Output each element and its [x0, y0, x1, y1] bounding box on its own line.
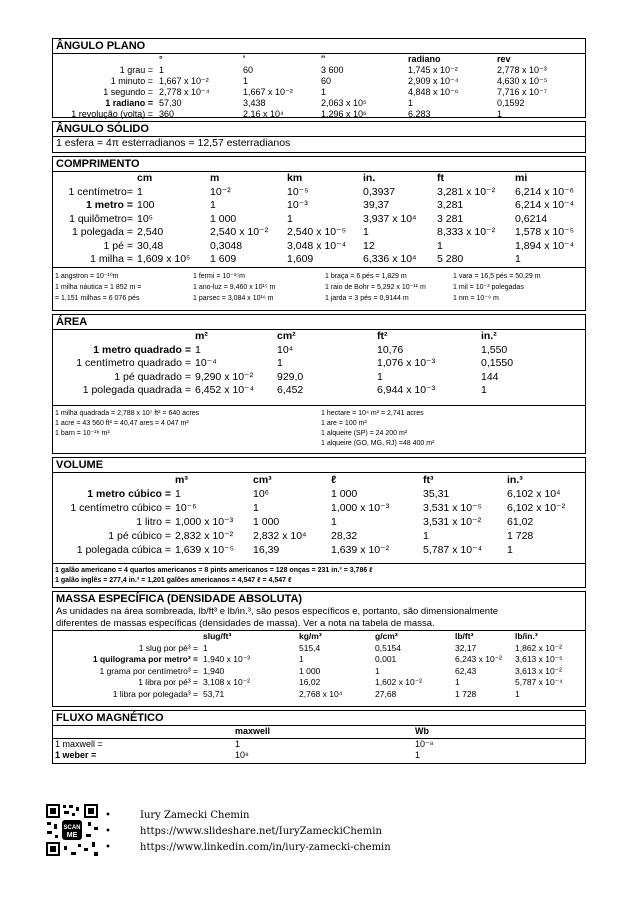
- table-cell: 0,001: [375, 654, 397, 664]
- row-label: 1 maxwell =: [55, 738, 103, 749]
- table-area: [53, 330, 585, 405]
- table-cell: 3,048 x 10⁻⁴: [287, 239, 347, 252]
- table-cell: 60: [243, 65, 254, 75]
- table-cell: 1 609: [210, 253, 237, 265]
- table-cell: 57,30: [159, 98, 182, 108]
- note-text: 1 braça = 6 pés = 1,829 m: [325, 273, 407, 280]
- table-row: [53, 109, 585, 120]
- table-cell: 1: [287, 212, 293, 225]
- row-label: 1 centímetro=: [68, 185, 133, 198]
- table-fluxo-magnetico: [53, 726, 585, 762]
- table-row: [53, 213, 585, 227]
- table-cell: 6,214 x 10⁻⁶: [515, 185, 574, 198]
- qr-label-top: SCAN: [63, 825, 81, 831]
- table-cell: 1: [277, 357, 283, 369]
- table-cell: 0,5154: [375, 642, 401, 653]
- table-cell: 16,02: [299, 677, 321, 687]
- table-cell: 27,68: [375, 688, 397, 699]
- table-row: [53, 253, 585, 267]
- column-header: m²: [195, 330, 208, 342]
- column-header: Wb: [415, 726, 429, 736]
- section-title: FLUXO MAGNÉTICO: [53, 711, 585, 726]
- table-cell: 7,716 x 10⁻⁷: [497, 87, 548, 97]
- table-cell: 1,609: [287, 253, 314, 265]
- note-text: 1 alqueire (GO, MG, RJ) =48 400 m²: [321, 440, 435, 447]
- table-cell: 1,550: [481, 343, 508, 356]
- table-cell: 1,862 x 10⁻²: [515, 642, 563, 653]
- column-header: m: [210, 172, 220, 184]
- row-label: 1 polegada quadrada =: [82, 384, 191, 396]
- table-cell: 8,333 x 10⁻²: [437, 226, 496, 238]
- column-header: cm: [137, 172, 153, 184]
- table-cell: 1 000: [253, 516, 280, 528]
- column-header: radiano: [408, 54, 441, 64]
- table-row: [53, 750, 585, 762]
- intro-line: diferentes de massas específicas (densidades de massa). Ver a nota na tabela de massa.: [53, 618, 585, 631]
- note-text: 1 are = 100 m²: [321, 420, 367, 427]
- note-text: 1 barn = 10⁻²⁸ m²: [55, 430, 110, 437]
- table-cell: 100: [137, 199, 155, 211]
- section-volume: [52, 457, 586, 588]
- column-header: ft³: [423, 474, 434, 486]
- table-cell: 2,540 x 10⁻²: [210, 226, 269, 238]
- column-header: kg/m³: [299, 631, 322, 641]
- note-text: 1 fermi = 10⁻¹⁵m: [193, 273, 245, 280]
- section-title: COMPRIMENTO: [53, 157, 585, 172]
- table-cell: 3 600: [321, 65, 344, 75]
- table-cell: 6,283: [408, 109, 431, 119]
- section-title: VOLUME: [53, 458, 585, 473]
- table-cell: 2,832 x 10⁻²: [175, 530, 234, 542]
- table-cell: 1: [408, 98, 414, 108]
- row-label: 1 grau =: [119, 65, 153, 75]
- table-cell: 6,452: [277, 384, 304, 396]
- row-label: 1 centímetro cúbico =: [70, 502, 171, 514]
- table-cell: 3,281 x 10⁻²: [437, 185, 496, 198]
- table-cell: 6,336 x 10⁴: [363, 253, 417, 265]
- table-cell: 35,31: [423, 488, 450, 500]
- table-cell: 1: [203, 642, 208, 653]
- table-cell: 515,4: [299, 642, 321, 653]
- row-label: 1 metro cúbico =: [87, 488, 171, 500]
- table-row: [53, 371, 585, 385]
- table-cell: 1: [437, 239, 443, 252]
- table-row: [53, 739, 585, 751]
- row-label: 1 quilograma por metro³ =: [92, 654, 198, 664]
- table-cell: 6,243 x 10⁻²: [455, 654, 503, 664]
- table-cell: 1: [515, 688, 520, 699]
- table-cell: 0,1550: [481, 357, 514, 369]
- table-comprimento: [53, 172, 585, 267]
- section-angulo-solido: [52, 121, 586, 153]
- table-row: [53, 515, 585, 529]
- row-label: 1 polegada cúbica =: [76, 544, 171, 556]
- table-cell: 1: [423, 530, 429, 542]
- table-row: [53, 98, 585, 109]
- table-cell: 1: [195, 343, 201, 356]
- column-header: ft: [437, 172, 444, 184]
- column-header: g/cm³: [375, 631, 398, 641]
- section-fluxo-magnetico: [52, 710, 586, 764]
- table-cell: 6,214 x 10⁻⁴: [515, 199, 575, 211]
- note-text: 1 milha náutica = 1 852 m =: [55, 284, 142, 291]
- angulo-solido-line: 1 esfera = 4π esterradianos = 12,57 esterradianos: [56, 137, 291, 149]
- table-cell: 5 280: [437, 253, 464, 265]
- table-cell: 6,102 x 10⁻²: [507, 502, 566, 514]
- table-row: [53, 529, 585, 543]
- row-label: 1 grama por centímetro³ =: [99, 665, 198, 676]
- table-cell: 2,540: [137, 226, 164, 238]
- section-comprimento: [52, 156, 586, 311]
- table-cell: 1,076 x 10⁻³: [377, 357, 436, 369]
- table-cell: 1,296 x 10⁶: [321, 109, 367, 119]
- table-row: [53, 240, 585, 254]
- table-cell: 1,745 x 10⁻²: [408, 65, 458, 75]
- note-text: 1 mil = 10⁻³ polegadas: [453, 284, 524, 291]
- table-cell: 1: [455, 677, 460, 687]
- table-cell: 929,0: [277, 370, 304, 383]
- row-label: 1 minuto =: [110, 76, 153, 86]
- column-header-row: [53, 726, 585, 739]
- table-row: [53, 344, 585, 358]
- note-text: = 1,151 milhas = 6 076 pés: [55, 295, 140, 302]
- table-cell: 1,000 x 10⁻³: [331, 502, 390, 514]
- table-cell: 1,602 x 10⁻²: [375, 677, 423, 687]
- row-label: 1 pé cúbico =: [108, 530, 171, 542]
- row-label: 1 metro quadrado =: [93, 343, 191, 356]
- table-cell: 3,281: [437, 199, 464, 211]
- footer-linkedin-link[interactable]: • https://www.linkedin.com/in/iury-zamecki-chemin: [105, 842, 391, 853]
- table-massa-especifica: [53, 631, 585, 700]
- column-header: rev: [497, 54, 511, 64]
- table-cell: 62,43: [455, 665, 477, 676]
- table-cell: 1: [253, 502, 259, 514]
- table-cell: 3,108 x 10⁻²: [203, 677, 251, 687]
- column-header-row: [53, 330, 585, 344]
- column-header: °: [159, 54, 163, 64]
- row-label: 1 revolução (volta) =: [71, 109, 153, 119]
- table-cell: 2,16 x 10⁴: [243, 109, 284, 119]
- table-row: [53, 501, 585, 515]
- table-cell: 1: [375, 665, 380, 676]
- table-cell: 3,613 x 10⁻²: [515, 665, 563, 676]
- row-label: 1 milha =: [90, 253, 133, 265]
- table-cell: 2,832 x 10⁴: [253, 530, 307, 542]
- table-cell: 2,778 x 10⁻³: [497, 65, 547, 75]
- table-cell: 5,787 x 10⁻⁴: [423, 544, 483, 556]
- column-header: slug/ft³: [203, 631, 232, 641]
- table-cell: 4,848 x 10⁻⁶: [408, 87, 459, 97]
- column-header-row: [53, 172, 585, 186]
- table-cell: 10,76: [377, 343, 404, 356]
- table-cell: 10⁻⁶: [175, 502, 197, 514]
- table-cell: 3 281: [437, 212, 464, 225]
- column-header: km: [287, 172, 303, 184]
- conversion-tables: [52, 38, 586, 767]
- table-cell: 1,940 x 10⁻³: [203, 654, 251, 664]
- note-text: 1 vara = 16,5 pés = 50,29 m: [453, 273, 541, 280]
- section-title: ÁREA: [53, 315, 585, 330]
- table-cell: 2,063 x 10⁵: [321, 98, 367, 108]
- table-row: [53, 654, 585, 666]
- table-cell: 1: [481, 384, 487, 396]
- note-text: 1 hectare = 10⁴ m² = 2,741 acres: [321, 410, 424, 417]
- note-text: 1 milha quadrada = 2,788 x 10⁷ ft² = 640 acres: [55, 410, 200, 417]
- intro-line: As unidades na área sombreada, lb/ft³ e lb/in.³, são pesos específicos e, portanto, são dimensionalmente: [56, 606, 499, 617]
- table-cell: 2,540 x 10⁻⁵: [287, 226, 346, 238]
- row-label: 1 segundo =: [103, 87, 153, 97]
- section-title: MASSA ESPECÍFICA (DENSIDADE ABSOLUTA): [56, 593, 303, 605]
- note-text: 1 galão inglês = 277,4 in.³ = 1,201 galões americanos = 4,547 ℓ = 4,547 ℓ: [55, 577, 292, 584]
- row-label: 1 quilômetro=: [69, 212, 133, 225]
- table-cell: 1,667 x 10⁻²: [243, 87, 293, 97]
- table-cell: 1: [415, 750, 421, 760]
- table-cell: 0,3048: [210, 239, 243, 252]
- table-row: [53, 199, 585, 213]
- table-cell: 360: [159, 109, 175, 119]
- footer-slideshare-link[interactable]: • https://www.slideshare.net/IuryZameckiChemin: [105, 826, 382, 837]
- section-title: ÂNGULO SÓLIDO: [53, 122, 585, 137]
- table-cell: 3,438: [243, 98, 266, 108]
- notes-area: [53, 405, 585, 452]
- table-cell: 28,32: [331, 530, 358, 542]
- table-cell: 1,578 x 10⁻⁵: [515, 226, 574, 238]
- table-cell: 1: [243, 76, 249, 86]
- footer-author: • Iury Zamecki Chemin: [105, 810, 250, 821]
- column-header: ': [243, 54, 246, 64]
- table-cell: 1 000: [299, 665, 321, 676]
- row-label: 1 metro =: [86, 199, 133, 211]
- table-cell: 4,630 x 10⁻⁵: [497, 76, 548, 86]
- table-cell: 1: [377, 370, 383, 383]
- row-label: 1 weber =: [55, 750, 97, 760]
- table-cell: 144: [481, 370, 499, 383]
- table-row: [53, 87, 585, 98]
- table-cell: 2,768 x 10⁴: [299, 688, 343, 699]
- row-label: 1 slug por pé³ =: [138, 642, 198, 653]
- table-cell: 1: [299, 654, 304, 664]
- table-cell: 3,531 x 10⁻⁵: [423, 502, 482, 514]
- note-text: 1 alqueire (SP) = 24 200 m²: [321, 430, 408, 437]
- table-row: [53, 384, 585, 398]
- table-cell: 6,944 x 10⁻³: [377, 384, 436, 396]
- table-cell: 1: [507, 544, 513, 556]
- table-cell: 5,787 x 10⁻⁴: [515, 677, 563, 687]
- table-cell: 1: [137, 185, 143, 198]
- table-row: [53, 186, 585, 200]
- table-angulo-plano: [53, 54, 585, 120]
- table-cell: 60: [321, 76, 332, 86]
- note-text: 1 jarda = 3 pés = 0,9144 m: [325, 295, 409, 302]
- table-cell: 1 728: [455, 688, 477, 699]
- notes-volume: [53, 563, 585, 588]
- table-cell: 2,778 x 10⁻⁴: [159, 87, 210, 97]
- table-row: [53, 543, 585, 557]
- table-cell: 3,531 x 10⁻²: [423, 516, 482, 528]
- column-header: lb/ft³: [455, 631, 474, 641]
- table-cell: 10⁴: [277, 343, 294, 356]
- table-cell: 9,290 x 10⁻²: [195, 370, 254, 383]
- table-cell: 1 728: [507, 530, 534, 542]
- section-angulo-plano: [52, 38, 586, 118]
- table-cell: 10⁸: [235, 750, 249, 760]
- table-cell: 1: [159, 65, 165, 75]
- section-massa-especifica: [52, 591, 586, 707]
- column-header: ft²: [377, 330, 388, 342]
- column-header-row: [53, 631, 585, 643]
- row-label: 1 radiano =: [105, 98, 153, 108]
- table-cell: 1: [363, 226, 369, 238]
- table-cell: 1: [331, 516, 337, 528]
- table-cell: 16,39: [253, 544, 280, 556]
- column-header: in.: [363, 172, 376, 184]
- column-header: ℓ: [331, 474, 337, 486]
- table-cell: 0,3937: [363, 185, 396, 198]
- table-cell: 2,909 x 10⁻⁴: [408, 76, 459, 86]
- qr-code-icon[interactable]: [44, 802, 100, 858]
- note-text: 1 angstron = 10⁻¹⁰m: [55, 273, 119, 280]
- column-header: mi: [515, 172, 528, 184]
- table-cell: 53,71: [203, 688, 225, 699]
- note-text: 1 ano-luz = 9,460 x 10¹⁵ m: [193, 284, 276, 291]
- column-header: in.²: [481, 330, 497, 342]
- table-cell: 3,613 x 10⁻⁵: [515, 654, 563, 664]
- table-cell: 6,452 x 10⁻⁴: [195, 384, 255, 396]
- column-header-row: [53, 473, 585, 487]
- row-label: 1 libra por polegada³ =: [112, 688, 198, 699]
- row-label: 1 pé quadrado =: [114, 370, 191, 383]
- table-cell: 1: [497, 109, 503, 119]
- table-row: [53, 689, 585, 701]
- table-row: [53, 357, 585, 371]
- table-cell: 1 000: [331, 488, 358, 500]
- column-header-row: [53, 54, 585, 65]
- note-text: 1 acre = 43 560 ft² = 40,47 ares = 4 047 m²: [55, 420, 189, 427]
- table-cell: 1: [210, 199, 216, 211]
- table-cell: 30,48: [137, 239, 164, 252]
- table-row: [53, 666, 585, 678]
- footer: [40, 798, 600, 863]
- table-cell: 39,37: [363, 199, 390, 211]
- table-row: [53, 226, 585, 240]
- table-cell: 1: [175, 488, 181, 500]
- notes-comprimento: [53, 267, 585, 308]
- table-cell: 1: [235, 738, 241, 749]
- table-cell: 10⁵: [137, 212, 154, 225]
- table-cell: 1: [515, 253, 521, 265]
- table-cell: 10⁶: [253, 488, 270, 500]
- column-header: maxwell: [235, 726, 271, 736]
- table-cell: 1,639 x 10⁻⁵: [175, 544, 234, 556]
- table-cell: 10⁻⁵: [287, 185, 309, 198]
- row-label: 1 libra por pé³ =: [138, 677, 198, 687]
- table-cell: 1,667 x 10⁻²: [159, 76, 209, 86]
- table-cell: 61,02: [507, 516, 534, 528]
- table-row: [53, 643, 585, 655]
- column-header: '': [321, 54, 326, 64]
- table-cell: 1 000: [210, 212, 237, 225]
- table-volume: [53, 473, 585, 563]
- table-cell: 1,609 x 10⁵: [137, 253, 191, 265]
- section-title: ÂNGULO PLANO: [53, 39, 585, 54]
- table-cell: 6,102 x 10⁴: [507, 488, 561, 500]
- table-cell: 1,000 x 10⁻³: [175, 516, 234, 528]
- table-row: [53, 487, 585, 501]
- table-cell: 32,17: [455, 642, 477, 653]
- table-row: [53, 677, 585, 689]
- table-cell: 10⁻⁸: [415, 738, 434, 749]
- row-label: 1 polegada =: [71, 226, 133, 238]
- row-label: 1 litro =: [136, 516, 171, 528]
- column-header: lb/in.³: [515, 631, 538, 641]
- note-text: 1 nm = 10⁻⁹ m: [453, 295, 499, 302]
- qr-label-bottom: ME: [66, 832, 78, 839]
- row-label: 1 pé =: [103, 239, 133, 252]
- note-text: 1 parsec = 3,084 x 10¹⁶ m: [193, 295, 274, 302]
- table-cell: 1,639 x 10⁻²: [331, 544, 390, 556]
- table-cell: 10⁻²: [210, 185, 231, 198]
- column-header: cm²: [277, 330, 296, 342]
- table-cell: 10⁻³: [287, 199, 308, 211]
- table-cell: 12: [363, 239, 375, 252]
- table-row: [53, 76, 585, 87]
- table-cell: 0,6214: [515, 212, 548, 225]
- column-header: cm³: [253, 474, 272, 486]
- table-cell: 10⁻⁴: [195, 357, 217, 369]
- note-text: 1 raio de Bohr = 5,292 x 10⁻¹¹ m: [325, 284, 426, 291]
- column-header: in.³: [507, 474, 523, 486]
- table-cell: 3,937 x 10⁴: [363, 212, 417, 225]
- column-header: m³: [175, 474, 188, 486]
- table-cell: 0,1592: [497, 98, 525, 108]
- table-row: [53, 65, 585, 76]
- table-cell: 1,894 x 10⁻⁴: [515, 239, 575, 252]
- row-label: 1 centímetro quadrado =: [76, 357, 191, 369]
- note-text: 1 galão americano = 4 quartos americanos = 8 pints americanos = 128 onças = 231 in.³ = 3,786 ℓ: [55, 567, 373, 574]
- section-area: [52, 314, 586, 454]
- table-cell: 1: [321, 87, 327, 97]
- table-cell: 1,940: [203, 665, 225, 676]
